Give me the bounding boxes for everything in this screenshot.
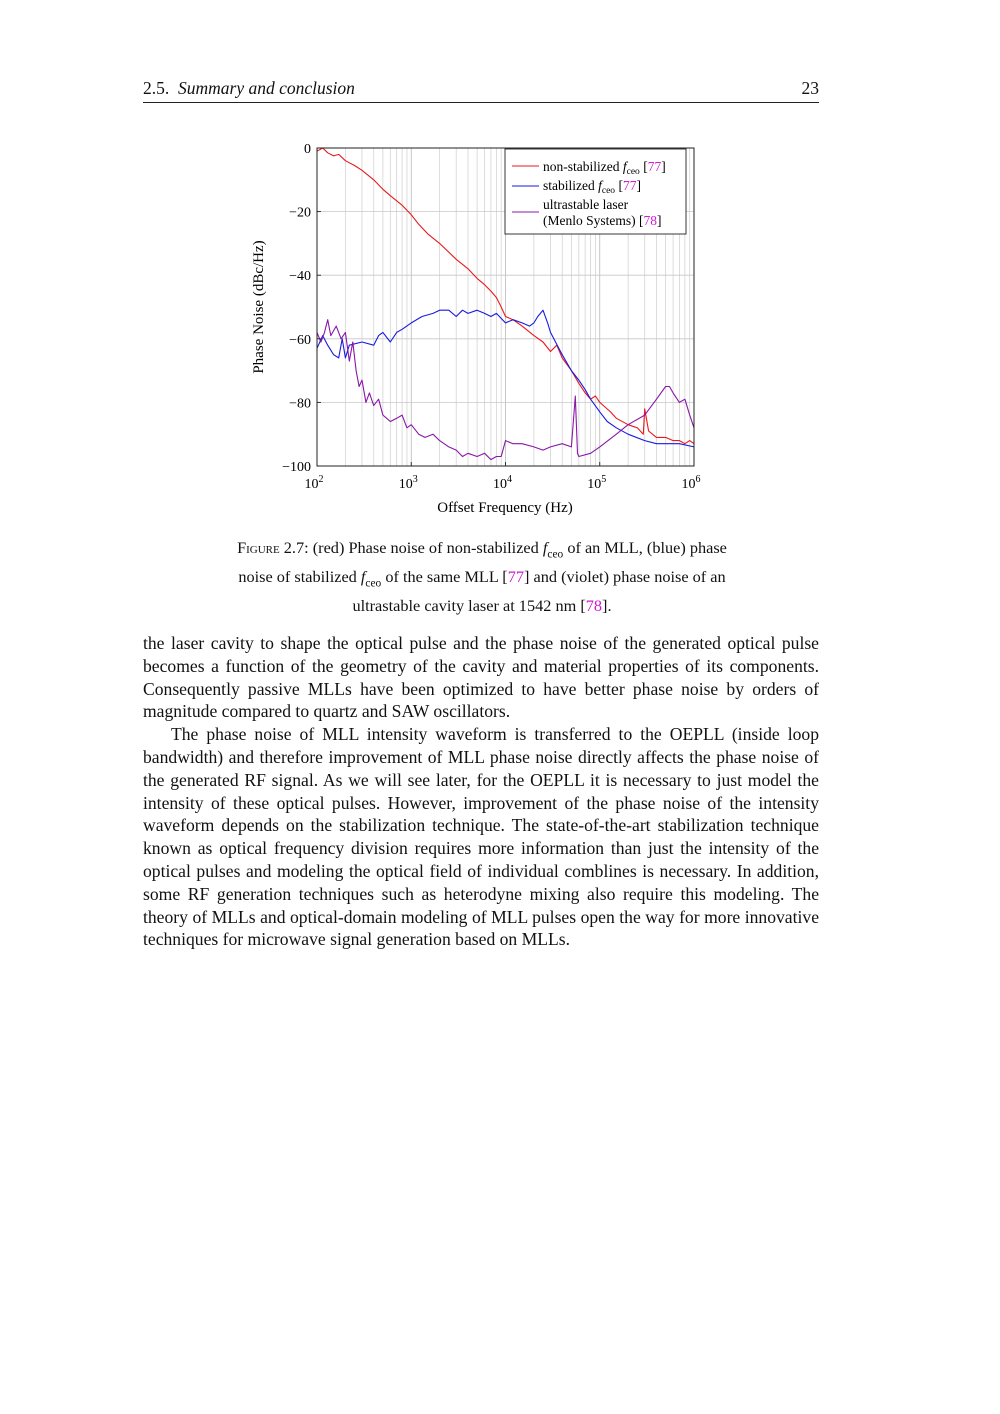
- x-tick-label: $10^4$: [493, 474, 512, 492]
- legend-cite[interactable]: 77: [622, 178, 637, 193]
- chart-legend: [505, 149, 686, 234]
- legend-f: f: [598, 178, 602, 193]
- phase-noise-chart: [240, 130, 760, 530]
- caption-f: f: [542, 538, 548, 557]
- legend-text: stabilized: [543, 178, 599, 193]
- y-tick-label: −100: [282, 460, 311, 475]
- legend-entry-non-stabilized: non-stabilized $f_{ceo}$ [77]: [543, 159, 666, 177]
- caption-text: ].: [602, 595, 612, 615]
- running-head: [143, 78, 819, 103]
- y-tick-label: −40: [289, 269, 311, 285]
- legend-entry-ultrastable-line2: (Menlo Systems) [78]: [543, 213, 662, 228]
- caption-text: of an MLL, (blue) phase noise of stabilized: [238, 538, 727, 586]
- legend-text: (Menlo Systems): [543, 213, 639, 228]
- paragraph: The phase noise of MLL intensity waveform is transferred to the OEPLL (inside loop bandwidth) and therefore improvement of MLL phase noise directly affects the phase noise of the generated RF signal. As we will see later, for the OEPLL it is necessary to just model the intensity of these optical pulses. However, improvement of the phase noise of the intensity waveform depends on the stabilization technique. The state-of-the-art stabilization technique known as optical frequency division requires more information than just the intensity of the optical pulses and modeling the optical field of individual comblines is necessary. In addition, some RF generation techniques such as heterodyne mixing also require this modeling. The theory of MLLs and optical-domain modeling of MLL pulses open the way for more innovative techniques for microwave signal generation based on MLLs.: [143, 724, 819, 950]
- caption-text: (red) Phase noise of non-stabilized: [308, 538, 543, 557]
- x-tick-label: $10^6$: [681, 474, 701, 492]
- legend-text: non-stabilized: [543, 159, 623, 174]
- legend-entry-ultrastable-line1: ultrastable laser: [543, 197, 629, 212]
- y-tick-label: −80: [289, 396, 311, 412]
- caption-citation[interactable]: 78: [585, 595, 603, 615]
- x-axis-label: Offset Frequency (Hz): [437, 500, 573, 516]
- section-number: 2.5.: [143, 78, 170, 98]
- x-tick-label: $10^3$: [398, 474, 418, 492]
- figure-caption: [222, 537, 742, 616]
- caption-f: f: [360, 566, 366, 586]
- legend-sub: ceo: [626, 167, 640, 177]
- x-tick-label: $10^5$: [587, 474, 607, 492]
- body-text: [143, 632, 819, 951]
- page-number: 23: [801, 78, 819, 98]
- x-tick-label: $10^2$: [304, 474, 324, 492]
- y-tick-label: −20: [289, 205, 311, 221]
- y-tick-label: 0: [304, 142, 311, 157]
- caption-citation[interactable]: 77: [507, 566, 524, 586]
- legend-cite[interactable]: 78: [643, 213, 657, 228]
- caption-sub: ceo: [365, 577, 382, 589]
- caption-text: ] and (violet) phase noise of an ultrastable cavity laser at 1542 nm [: [352, 566, 726, 615]
- legend-sub: ceo: [601, 186, 616, 196]
- legend-cite[interactable]: 77: [647, 159, 662, 174]
- section-heading: [143, 78, 355, 99]
- legend-entry-stabilized: stabilized $f_{ceo}$ [77]: [543, 178, 641, 196]
- caption-label: Figure 2.7:: [237, 538, 309, 557]
- caption-sub: ceo: [547, 548, 564, 561]
- y-axis-label: Phase Noise (dBc/Hz): [251, 240, 267, 374]
- paragraph: the laser cavity to shape the optical pulse and the phase noise of the generated optical pulse becomes a function of the geometry of the cavity and material properties of its components. Consequently passive MLLs have been optimized to have better phase noise by orders of magnitude compared to quartz and SAW oscillators.: [143, 633, 819, 722]
- section-title: Summary and conclusion: [178, 78, 355, 98]
- caption-text: of the same MLL [: [381, 566, 508, 586]
- legend-f: f: [622, 159, 627, 174]
- y-tick-label: −60: [289, 332, 311, 348]
